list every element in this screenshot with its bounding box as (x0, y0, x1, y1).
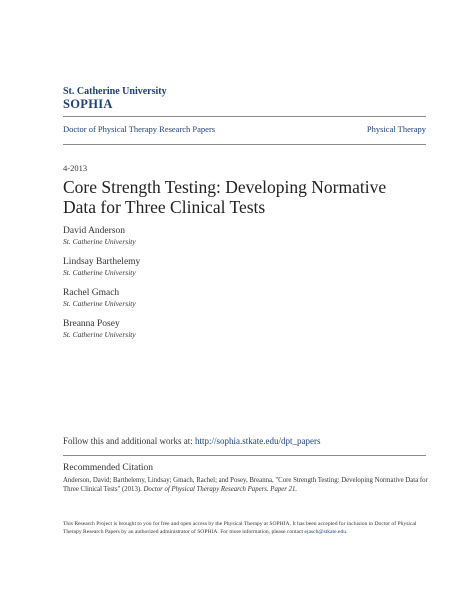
collection-link[interactable]: http://sophia.stkate.edu/dpt_papers (195, 436, 321, 446)
author-entry (63, 319, 363, 339)
paper-title: Core Strength Testing: Developing Normative Data for Three Clinical Tests (63, 177, 387, 217)
repository-name[interactable]: SOPHIA (63, 97, 113, 111)
follow-text: Follow this and additional works at: (63, 436, 195, 446)
institution-name[interactable]: St. Catherine University (63, 86, 167, 97)
publication-date: 4-2013 (63, 163, 88, 173)
citation-authors-title: Anderson, David; Barthelemy, Lindsay; Gmach, Rachel; and Posey, Breanna, "Core Strength Testing: Developing Normative Data for Three Clinical Tests" (2013). (63, 477, 428, 493)
breadcrumb-divider (63, 144, 426, 145)
repository-header[interactable] (63, 86, 167, 111)
author-name: David Anderson (63, 226, 126, 236)
citation-text (63, 476, 429, 494)
author-affiliation: St. Catherine University (63, 268, 136, 277)
notice-text: This Research Project is brought to you for free and open access by the Physical Therapy at SOPHIA. It has been accepted for inclusion in Doctor of Physical Therapy Research Papers by an authorized administrator of SOPHIA. For more information, please contact (63, 521, 417, 535)
follow-line (63, 436, 320, 446)
author-affiliation: St. Catherine University (63, 237, 136, 246)
author-affiliation: St. Catherine University (63, 299, 136, 308)
author-entry (63, 257, 363, 277)
discipline-link[interactable]: Physical Therapy (366, 124, 426, 134)
contact-email-link[interactable]: ejasch@stkate.edu (304, 529, 347, 535)
citation-heading: Recommended Citation (63, 463, 153, 473)
author-name: Breanna Posey (63, 319, 120, 329)
notice-end: . (346, 529, 348, 535)
footer-divider (63, 455, 426, 456)
author-list (63, 226, 363, 350)
author-entry (63, 288, 363, 308)
author-affiliation: St. Catherine University (63, 330, 136, 339)
author-entry (63, 226, 363, 246)
access-notice (63, 520, 429, 536)
series-link[interactable]: Doctor of Physical Therapy Research Papers (63, 124, 216, 134)
citation-series: Doctor of Physical Therapy Research Papers. Paper 21. (143, 486, 298, 493)
header-divider (63, 116, 426, 117)
author-name: Rachel Gmach (63, 288, 120, 298)
author-name: Lindsay Barthelemy (63, 257, 141, 267)
